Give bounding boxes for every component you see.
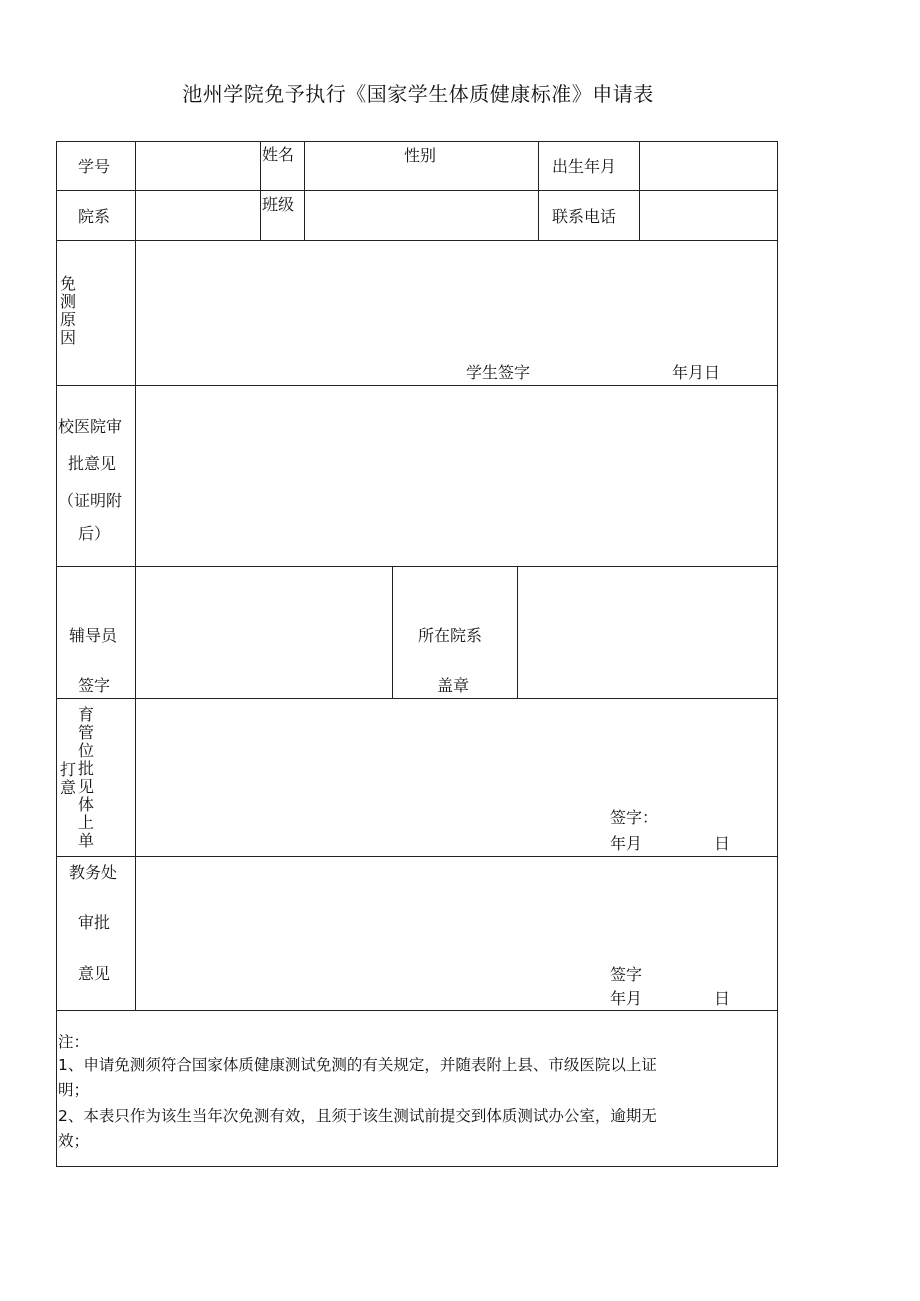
gender-label: 性别 [404,146,437,165]
academic-affairs-label-line2: 审批 [78,913,111,932]
department-field[interactable] [136,191,260,240]
student-signature-label: 学生签字 [466,363,531,382]
academic-affairs-label-line3: 意见 [78,964,111,983]
birth-date-label: 出生年月 [552,157,617,176]
form-title: 池州学院免予执行《国家学生体质健康标准》申请表 [182,82,654,106]
academic-affairs-day-label: 日 [714,989,731,1008]
counselor-sign-label: 签字 [78,676,111,695]
academic-affairs-approval-field[interactable] [136,857,777,1010]
pe-unit-day-label: 日 [714,834,731,853]
department-seal-label: 所在院系 [418,626,483,645]
pe-unit-label-left: 打 意 [60,760,77,797]
class-field[interactable] [305,191,538,240]
clinic-approval-label-line1: 校医院审 [58,417,123,436]
student-id-field[interactable] [136,142,260,190]
clinic-approval-label-line2: 批意见 [68,454,117,473]
note-2-line-1: 2、本表只作为该生当年次免测有效，且须于该生测试前提交到体质测试办公室，逾期无 [58,1107,657,1125]
table-border-bottom [56,1166,778,1167]
counselor-signature-field[interactable] [136,567,392,698]
note-2-line-2: 效； [58,1132,90,1150]
pe-unit-label-right: 育 管 位 批 见 体 上 单 [78,705,95,850]
phone-field[interactable] [640,191,777,240]
department-label: 院系 [78,207,111,226]
clinic-approval-label-line4: 后） [78,524,111,543]
department-seal-sub-label: 盖章 [437,676,470,695]
row-divider [56,1010,778,1011]
department-seal-field[interactable] [518,567,777,698]
exemption-reason-label: 免 测 原 因 [60,274,77,347]
student-id-label: 学号 [78,157,111,176]
counselor-label: 辅导员 [69,626,118,645]
clinic-approval-field[interactable] [136,386,777,566]
note-1-line-1: 1、申请免测须符合国家体质健康测试免测的有关规定，并随表附上县、市级医院以上证 [58,1056,657,1074]
pe-unit-month-label: 年月 [610,834,643,853]
column-divider [538,141,539,240]
exemption-reason-field[interactable] [136,241,777,361]
table-border-right [777,141,778,1167]
column-divider [392,566,393,698]
phone-label: 联系电话 [552,207,617,226]
exemption-date-label: 年月日 [672,363,721,382]
pe-unit-approval-field[interactable] [136,699,777,856]
name-label: 姓名 [262,145,295,164]
application-form-table [56,141,778,1167]
academic-affairs-month-label: 年月 [610,989,643,1008]
column-divider [260,141,261,240]
clinic-approval-label-line3: （证明附 [58,491,123,510]
birth-date-field[interactable] [640,142,777,190]
academic-affairs-signature-label: 签字 [610,965,643,984]
note-1-line-2: 明； [58,1081,90,1099]
notes-heading: 注： [58,1033,90,1051]
academic-affairs-label-line1: 教务处 [69,863,118,882]
class-label: 班级 [262,195,295,214]
table-border-left [56,141,57,1167]
pe-unit-signature-label: 签字： [610,808,659,827]
